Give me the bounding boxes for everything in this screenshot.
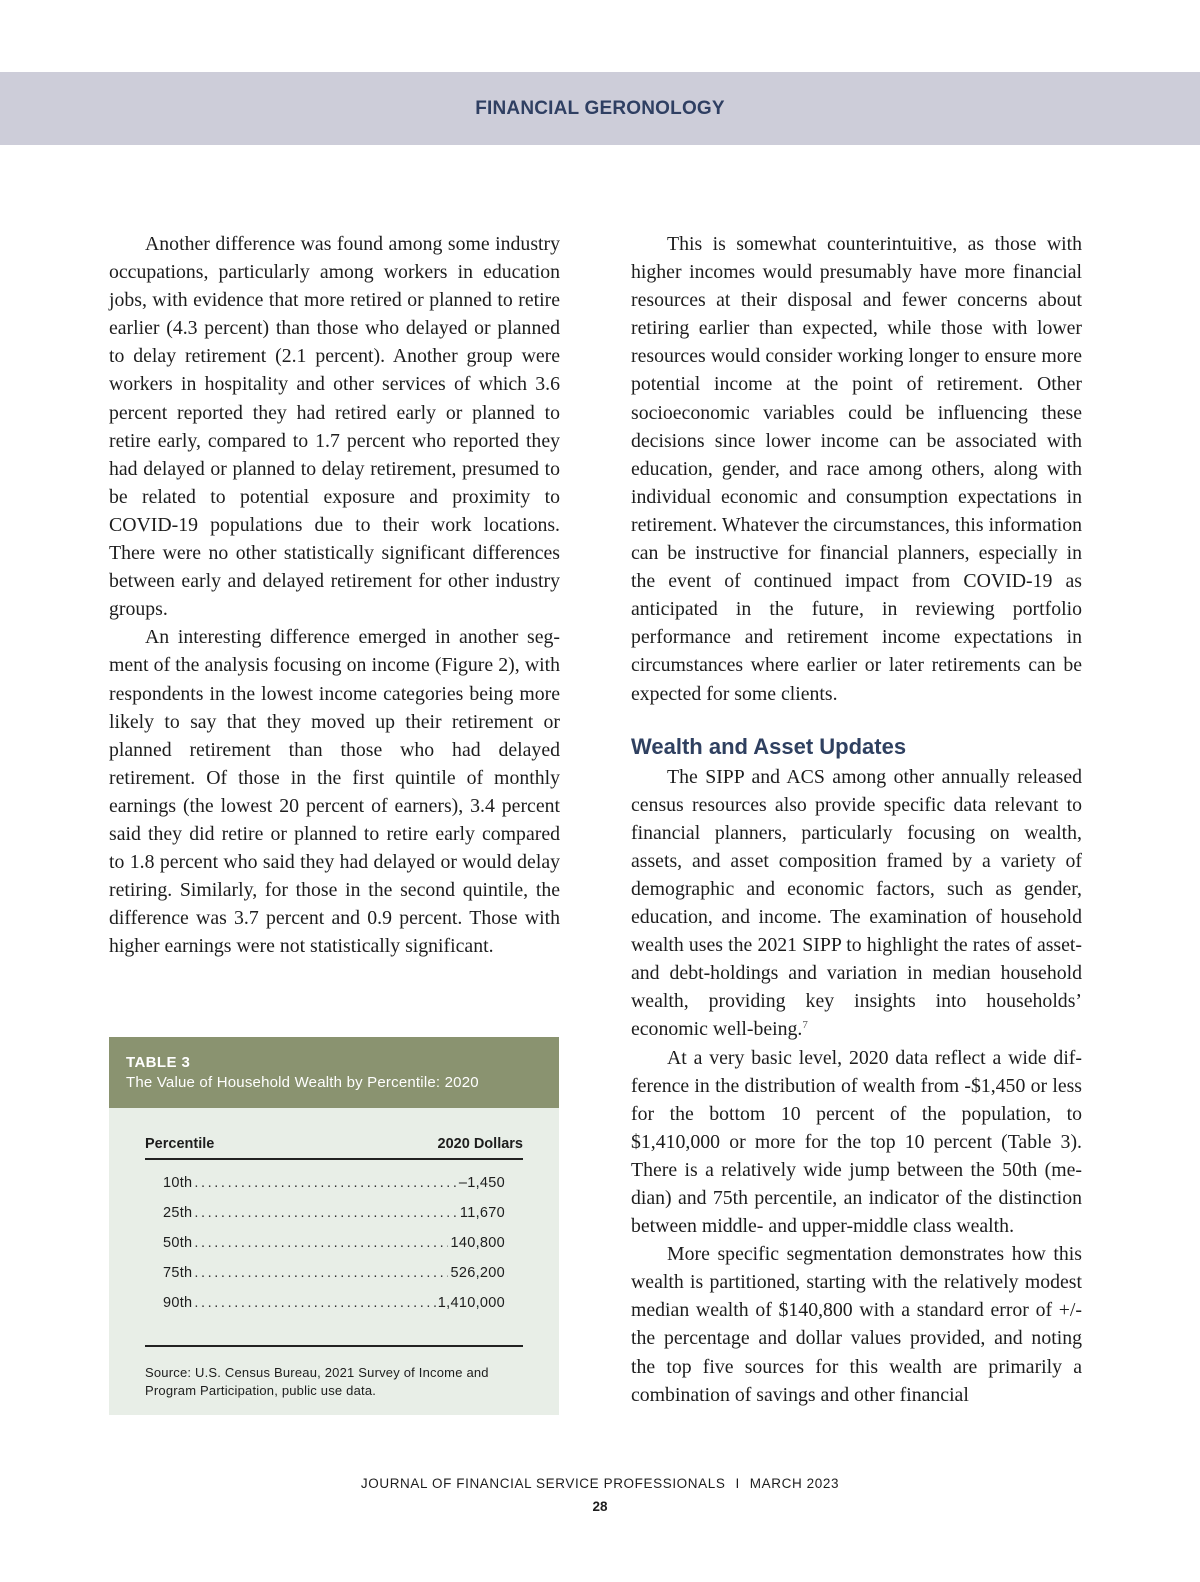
right-paragraph-2	[631, 763, 1082, 1044]
table-3	[109, 1037, 559, 1415]
row-percentile: 10th	[163, 1175, 193, 1191]
left-paragraph-2: An interesting difference emerged in another segment of the analysis focusing on income (Figure 2), with respondents in the lowest income categories being more likely to say that they moved up their retirement or planned retirement than those who had delayed retirement. Of those in the first quintile of monthly earnings (the lowest 20 percent of earners), 3.4 percent said they did retire or planned to retire early compared to 1.8 percent who said they had delayed or would delay retiring. Similarly, for those in the second quintile, the difference was 3.7 percent and 0.9 percent. Those with higher earnings were not statistically significant.	[109, 626, 560, 958]
dot-leader	[194, 1205, 458, 1221]
left-paragraph-1: Another difference was found among some industry occupations, particularly among workers in education jobs, with evidence that more retired or planned to retire earlier (4.3 percent) than those who delayed or planned to delay retirement (2.1 percent). Another group were workers in hospitality and other services of which 3.6 percent reported they had retired early or planned to retire early, compared to 1.7 percent who reported they had delayed or planned to delay retirement, presumed to be related to potential exposure and proximity to COVID-19 populations due to their work locations. There were no other statistically significant differences between early and delayed retirement for other industry groups.	[109, 233, 560, 621]
footer-separator: I	[735, 1476, 740, 1491]
row-value: 11,670	[459, 1205, 505, 1221]
table-row	[163, 1175, 505, 1205]
issue-date: MARCH 2023	[749, 1476, 840, 1491]
dot-leader	[194, 1295, 435, 1311]
column-header-dollars: 2020 Dollars	[437, 1136, 523, 1152]
right-paragraph-1: This is somewhat counterintuitive, as those with higher incomes would presumably have more financial resources at their disposal and fewer concerns about retiring earlier than expected, while those with lower resources would consider working longer to ensure more potential income at the point of retirement. Other socioeconomic variables could be influencing these decisions since lower income can be associated with education, gender, and race among others, along with individual economic and consumption expectations in retirement. Whatever the circumstances, this information can be instructive for financial planners, especially in the event of continued impact from COVID-19 as anticipated in the future, in reviewing portfolio performance and retirement income expectations in circumstances where earlier or later retirements can be expected for some clients.	[631, 233, 1082, 705]
header-banner	[0, 72, 1200, 145]
table-row	[163, 1205, 505, 1235]
table-bottom-rule	[145, 1345, 523, 1347]
table-rows	[145, 1160, 523, 1325]
row-value: 1,410,000	[437, 1295, 505, 1311]
journal-name: JOURNAL OF FINANCIAL SERVICE PROFESSIONALS	[360, 1476, 726, 1491]
right-paragraph-4: More specific segmentation demonstrates how this wealth is partitioned, starting with the relatively modest median wealth of $140,800 with a standard error of +/- the percentage and dollar values provided, and noting the top five sources for this wealth are primarily a combination of savings and other financial	[631, 1243, 1082, 1406]
section-heading: Wealth and Asset Updates	[631, 733, 907, 759]
row-value: 526,200	[450, 1265, 505, 1281]
row-percentile: 50th	[163, 1235, 193, 1251]
row-percentile: 25th	[163, 1205, 193, 1221]
table-row	[163, 1295, 505, 1325]
table-source-note: Source: U.S. Census Bureau, 2021 Survey of Income and Program Participation, public use data.	[145, 1365, 489, 1398]
right-paragraph-2-text: The SIPP and ACS among other annually released census resources also provide specific data relevant to financial planners, particularly focusing on wealth, assets, and asset composition framed by a variety of demographic and economic factors, such as gender, education, and income. The examination of household wealth uses the 2021 SIPP to highlight the rates of asset- and debt-holdings and variation in median household wealth, providing key insights into households’ economic well-being.	[631, 765, 1082, 1041]
row-value: –1,450	[458, 1175, 505, 1191]
row-value: 140,800	[450, 1235, 505, 1251]
table-row	[163, 1235, 505, 1265]
column-header-percentile: Percentile	[145, 1136, 215, 1152]
dot-leader	[194, 1265, 448, 1281]
row-percentile: 90th	[163, 1295, 193, 1311]
table-header	[109, 1037, 559, 1108]
left-column	[109, 230, 560, 960]
table-row	[163, 1265, 505, 1295]
right-column	[631, 230, 1082, 1409]
footnote-marker: 7	[802, 1019, 808, 1032]
dot-leader	[194, 1175, 456, 1191]
page-number: 28	[592, 1499, 608, 1514]
table-body	[109, 1136, 559, 1399]
footer-journal-line	[0, 1474, 1200, 1494]
dot-leader	[194, 1235, 448, 1251]
row-percentile: 75th	[163, 1265, 193, 1281]
page-footer	[0, 1474, 1200, 1514]
table-caption: The Value of Household Wealth by Percentile: 2020	[126, 1074, 479, 1091]
running-head-title: FINANCIAL GERONOLOGY	[475, 98, 725, 119]
right-paragraph-3: At a very basic level, 2020 data reflect a wide difference in the distribution of wealth from -$1,450 or less for the bottom 10 percent of the population, to $1,410,000 or more for the top 10 percent (Table 3). There is a relatively wide jump between the 50th (median) and 75th percentile, an indicator of the distinction between middle- and upper-middle class wealth.	[631, 1046, 1082, 1238]
table-label: TABLE 3	[126, 1054, 191, 1071]
table-column-headers	[145, 1136, 523, 1160]
